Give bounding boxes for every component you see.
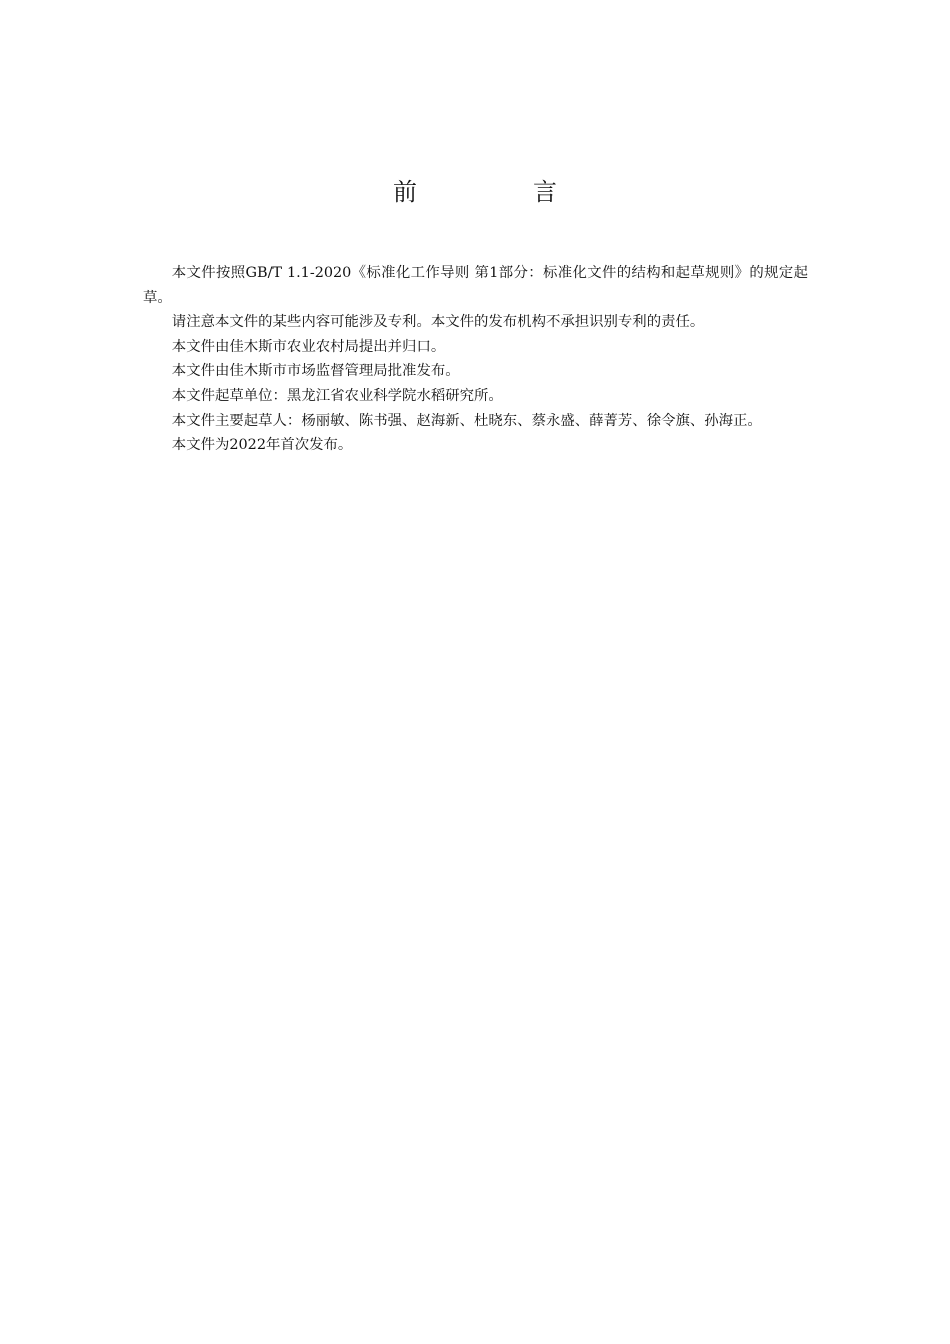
paragraph-first-release: 本文件为2022年首次发布。 xyxy=(171,437,353,454)
paragraph-drafters: 本文件主要起草人：杨丽敏、陈书强、赵海新、杜晓东、蔡永盛、薛菁芳、徐令旗、孙海正。 xyxy=(171,412,762,429)
paragraph-drafting-rules: 本文件按照GB/T 1.1-2020《标准化工作导则 第1部分：标准化文件的结构和起草规则》的规定起草。 xyxy=(143,265,808,306)
paragraph-proposer: 本文件由佳木斯市农业农村局提出并归口。 xyxy=(171,338,446,355)
foreword-body xyxy=(143,261,808,458)
paragraph-patent-notice: 请注意本文件的某些内容可能涉及专利。本文件的发布机构不承担识别专利的责任。 xyxy=(171,314,705,331)
paragraph-approver: 本文件由佳木斯市市场监督管理局批准发布。 xyxy=(171,363,460,380)
paragraph-drafting-unit: 本文件起草单位：黑龙江省农业科学院水稻研究所。 xyxy=(171,387,503,404)
page-title: 前 言 xyxy=(393,178,603,206)
